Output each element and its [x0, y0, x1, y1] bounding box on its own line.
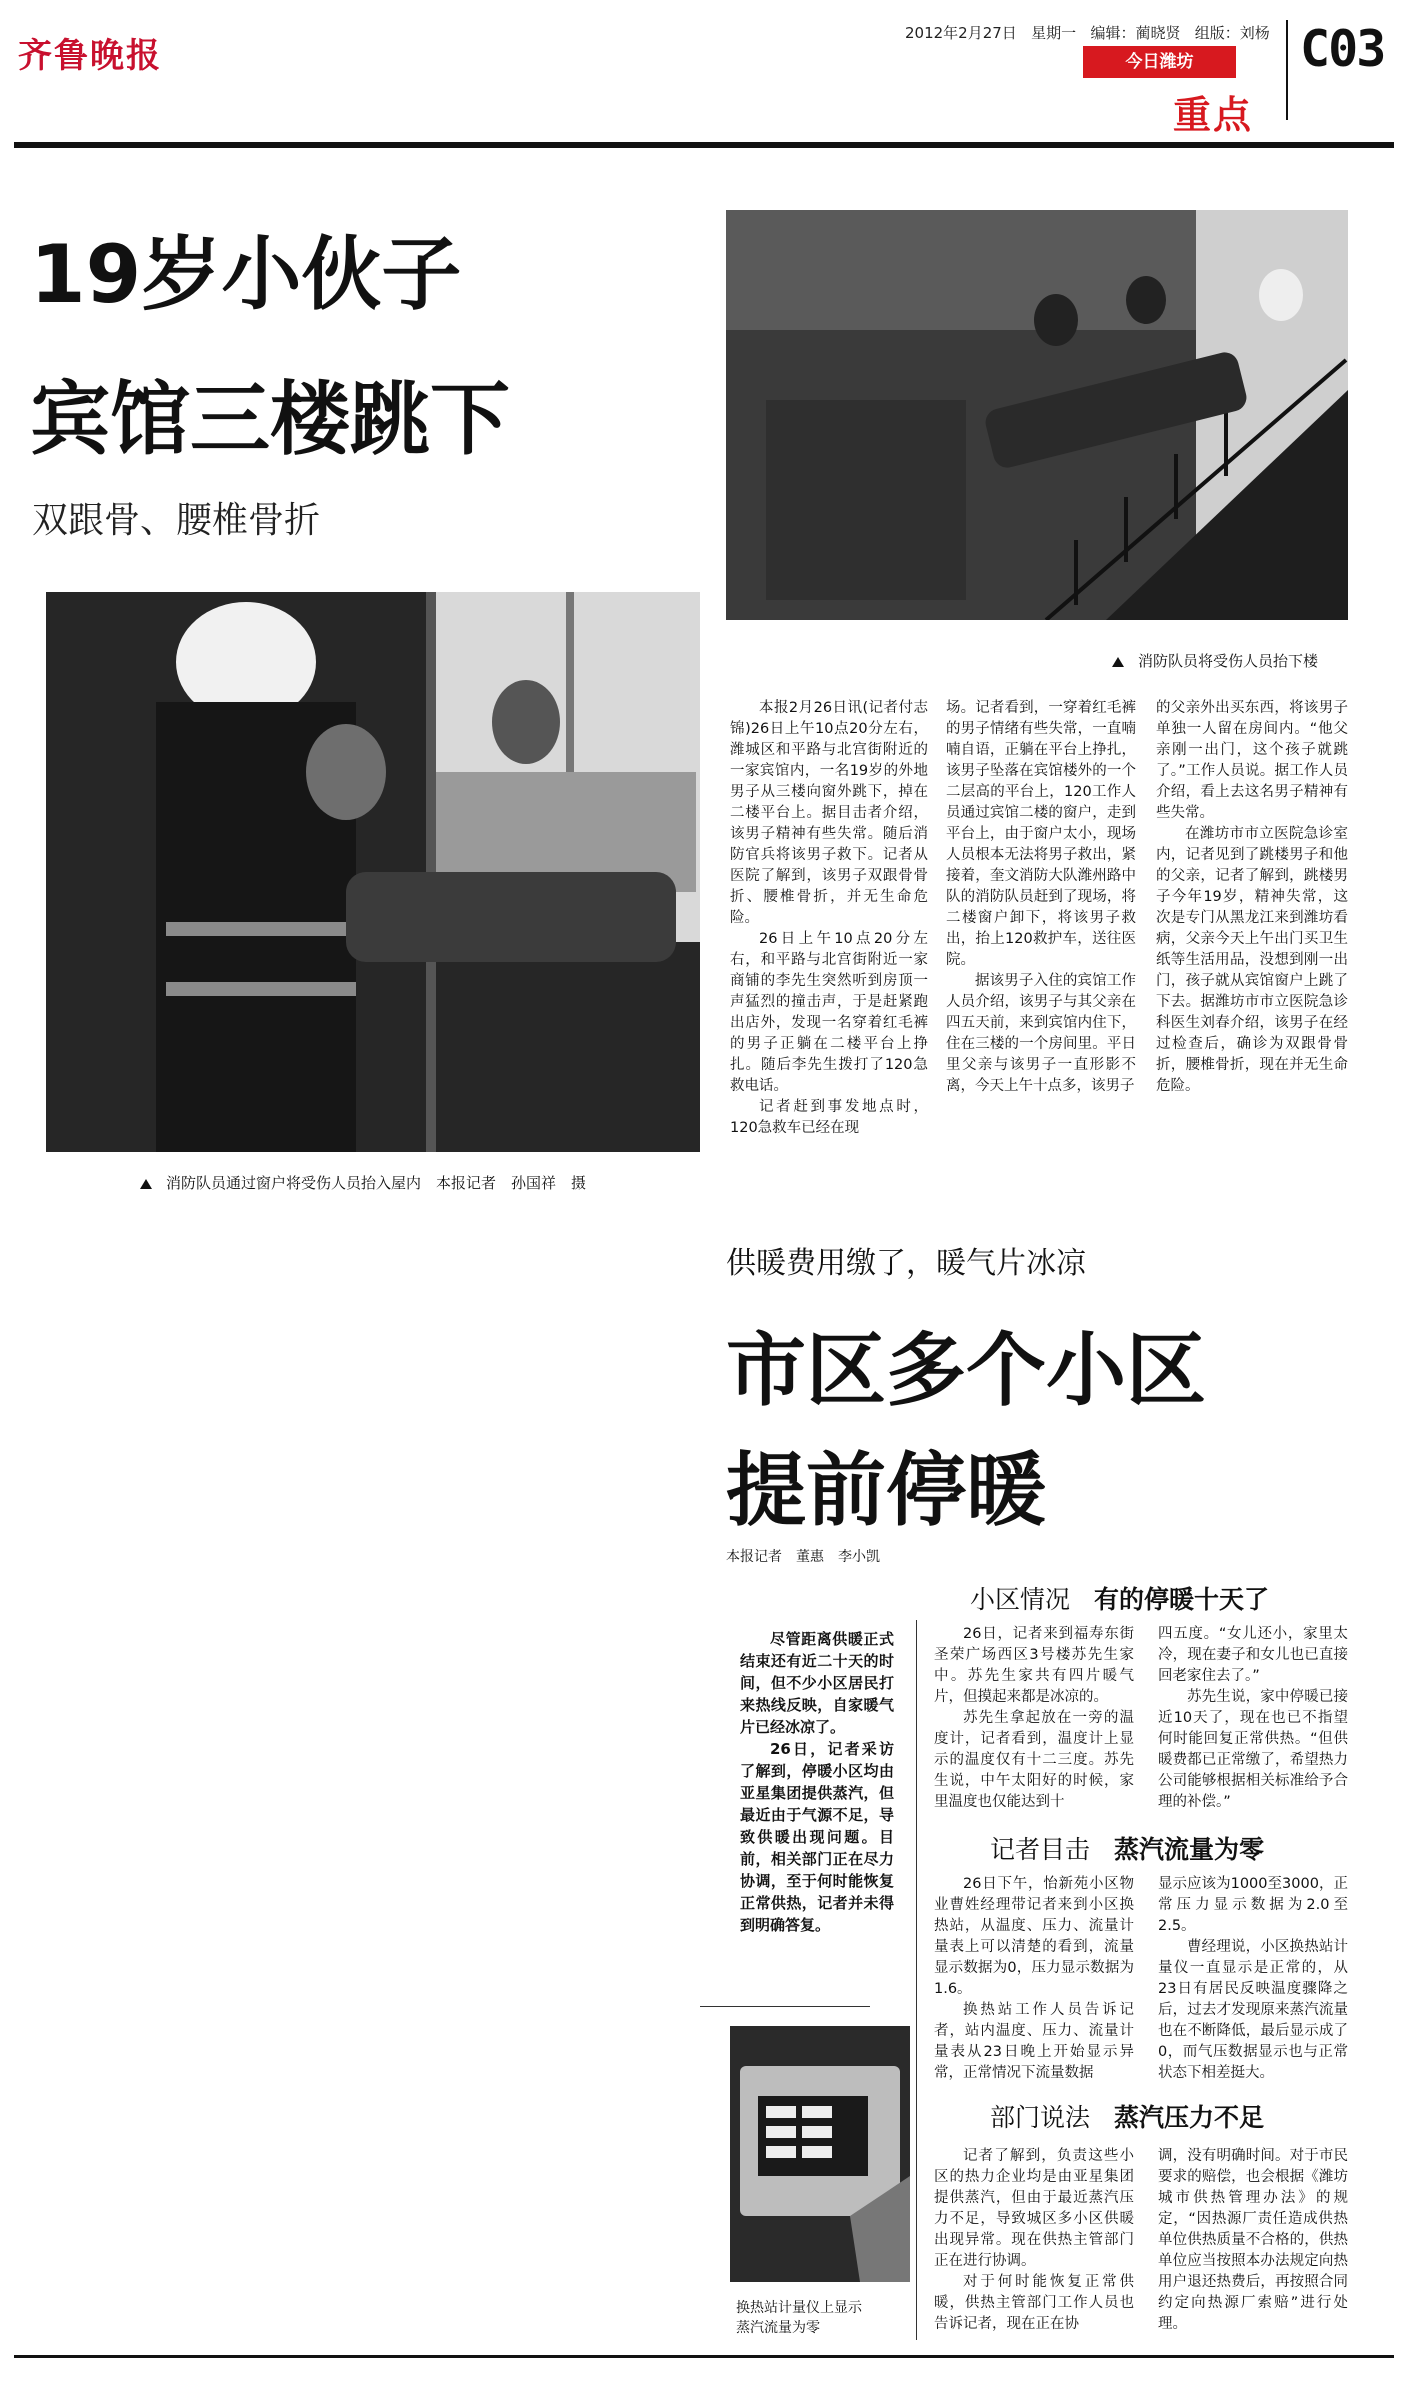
photo-stairs-caption-text: 消防队员将受伤人员抬下楼: [1138, 652, 1319, 670]
photo-meter-caption-line2: 蒸汽流量为零: [736, 2320, 820, 2336]
story1-column-3: [1156, 698, 1348, 1178]
story1-paragraph: 在潍坊市市立医院急诊室内，记者见到了跳楼男子和他的父亲，记者了解到，跳楼男子今年19岁，精神失常，这次是专门从黑龙江来到潍坊看病，父亲今天上午出门买卫生纸等生活用品，没想到刚一出门，孩子就从宾馆窗户上跳了下去。据潍坊市市立医院急诊科医生刘春介绍，该男子在经过检查后，确诊为双跟骨骨折，腰椎骨折，现在并无生命危险。: [1156, 826, 1348, 1094]
section3-column-1: [934, 2146, 1134, 2346]
column-divider: [916, 1620, 917, 2340]
story1-paragraph: 本报2月26日讯(记者付志锦)26日上午10点20分左右，潍城区和平路与北宫街附近的一家宾馆内，一名19岁的外地男子从三楼向窗外跳下，掉在二楼平台上。据目击者介绍，该男子精神有些失常。随后消防官兵将该男子救下。记者从医院了解到，该男子双跟骨骨折、腰椎骨折，并无生命危险。: [730, 700, 928, 926]
story2-paragraph: 对于何时能恢复正常供暖，供热主管部门工作人员也告诉记者，现在正在协: [934, 2274, 1134, 2332]
story1-paragraph: 26日上午10点20分左右，和平路与北宫街附近一家商铺的李先生突然听到房顶一声猛烈的撞击声，于是赶紧跑出店外，发现一名穿着红毛裤的男子正躺在二楼平台上挣扎。随后李先生拨打了120急救电话。: [730, 931, 928, 1094]
photo-window: [46, 592, 700, 1152]
section1-column-1: [934, 1624, 1134, 1814]
story2-paragraph: 换热站工作人员告诉记者，站内温度、压力、流量计量表从23日晚上开始显示异常，正常情况下流量数据: [934, 2002, 1134, 2081]
story2-paragraph: 调，没有明确时间。对于市民要求的赔偿，也会根据《潍坊城市供热管理办法》的规定，“因热源厂责任造成供热单位供热质量不合格的，供热单位应当按照本办法规定向热用户退还热费后，再按照合同约定向热源厂索赔”进行处理。: [1158, 2148, 1348, 2332]
story2-paragraph: 显示应该为1000至3000，正常压力显示数据为2.0至2.5。: [1158, 1876, 1348, 1934]
section3-column-2: [1158, 2146, 1348, 2346]
story1-column-1: [730, 698, 928, 1178]
section2-column-2: [1158, 1874, 1348, 2084]
story2-intro: [740, 1628, 894, 1988]
section-heading-2: [990, 1830, 1264, 1866]
story2-paragraph: 记者了解到，负责这些小区的热力企业均是由亚星集团提供蒸汽，但由于最近蒸汽压力不足，导致城区多小区供暖出现异常。现在供热主管部门正在进行协调。: [934, 2148, 1134, 2269]
story2-headline-line1: 市区多个小区: [726, 1324, 1206, 1417]
section-tab: 今日潍坊: [1083, 46, 1236, 78]
section2-column-1: [934, 1874, 1134, 2084]
issue-date: 2012年2月27日: [905, 24, 1017, 42]
issue-weekday: 星期一: [1031, 24, 1077, 42]
section1-column-2: [1158, 1624, 1348, 1814]
section-title: 有的停暖十天了: [1094, 1585, 1270, 1614]
story2-byline: 本报记者 董惠 李小凯: [726, 1549, 880, 1565]
photo-stairs-caption: [1112, 650, 1318, 671]
story2-intro-paragraph: 26日，记者采访了解到，停暖小区均由亚星集团提供蒸汽，但最近由于气源不足，导致供暖出现问题。目前，相关部门正在尽力协调，至于何时能恢复正常供热，记者并未得到明确答复。: [740, 1740, 894, 1934]
story1-headline-line2: 宾馆三楼跳下: [30, 373, 510, 466]
photo-stairs: [726, 210, 1348, 620]
photo-window-caption-text: 消防队员通过窗户将受伤人员抬入屋内 本报记者 孙国祥 摄: [166, 1174, 587, 1192]
photo-stairs-image: [726, 210, 1348, 620]
section-title: 蒸汽压力不足: [1114, 2103, 1265, 2132]
section-label: 记者目击: [990, 1835, 1091, 1864]
photo-meter-caption-line1: 换热站计量仪上显示: [736, 2300, 862, 2316]
caption-marker-icon: [1112, 657, 1124, 667]
masthead-logo: 齐鲁晚报: [18, 36, 162, 76]
story1-paragraph: 场。记者看到，一穿着红毛裤的男子情绪有些失常，一直喃喃自语，正躺在平台上挣扎，该男子坠落在宾馆楼外的一个二层高的平台上，120工作人员通过宾馆二楼的窗户，走到平台上，由于窗户太小，现场人员根本无法将男子救出，紧接着，奎文消防大队潍州路中队的消防队员赶到了现场，将二楼窗户卸下，将该男子救出，抬上120救护车，送往医院。: [946, 700, 1136, 968]
story2-kicker: 供暖费用缴了，暖气片冰凉: [726, 1246, 1086, 1281]
story1-paragraph: 据该男子入住的宾馆工作人员介绍，该男子与其父亲在四五天前，来到宾馆内住下，住在三楼的一个房间里。平日里父亲与该男子一直形影不离，今天上午十点多，该男子: [946, 973, 1136, 1094]
story1-column-2: [946, 698, 1136, 1178]
column-label: 重点: [1173, 93, 1254, 137]
story2-paragraph: 苏先生说，家中停暖已接近10天了，现在也已不指望何时能回复正常供热。“但供暖费都已正常缴了，希望热力公司能够根据相关标准给予合理的补偿。”: [1158, 1689, 1348, 1810]
story2-paragraph: 26日下午，怡新苑小区物业曹姓经理带记者来到小区换热站，从温度、压力、流量计量表上可以清楚的看到，流量显示数据为0，压力显示数据为1.6。: [934, 1876, 1134, 1997]
caption-marker-icon: [140, 1179, 152, 1189]
section-label: 小区情况: [970, 1585, 1071, 1614]
story2-paragraph: 四五度。“女儿还小，家里太冷，现在妻子和女儿也已直接回老家住去了。”: [1158, 1626, 1348, 1684]
story1-headline-line1: 19岁小伙子: [30, 228, 462, 321]
photo-window-caption: [140, 1172, 586, 1193]
page-number: C03: [1300, 20, 1385, 78]
section-heading-3: [990, 2098, 1264, 2134]
footer-rule: [14, 2355, 1394, 2358]
photo-meter-image: [730, 2026, 910, 2282]
story1-paragraph: 的父亲外出买东西，将该男子单独一人留在房间内。“他父亲刚一出门，这个孩子就跳了。”工作人员说。据工作人员介绍，看上去这名男子精神有些失常。: [1156, 700, 1348, 821]
story1-subhead: 双跟骨、腰椎骨折: [32, 500, 321, 541]
story1-paragraph: 记者赶到事发地点时，120急救车已经在现: [730, 1099, 928, 1136]
section-label: 部门说法: [990, 2103, 1091, 2132]
photo-meter: [730, 2026, 910, 2282]
section-title: 蒸汽流量为零: [1114, 1835, 1265, 1864]
editor: 编辑：蔺晓贤: [1090, 24, 1181, 42]
header-rule: [14, 142, 1394, 148]
layout-editor: 组版：刘杨: [1194, 24, 1270, 42]
header-divider: [1286, 20, 1288, 120]
photo-window-image: [46, 592, 700, 1152]
section-heading-1: [970, 1580, 1269, 1616]
story2-paragraph: 曹经理说，小区换热站计量仪一直显示是正常的，从23日有居民反映温度骤降之后，过去才发现原来蒸汽流量也在不断降低，最后显示成了0，而气压数据显示也与正常状态下相差挺大。: [1158, 1939, 1348, 2081]
issue-meta: [905, 22, 1270, 43]
story2-intro-paragraph: 尽管距离供暖正式结束还有近二十天的时间，但不少小区居民打来热线反映，自家暖气片已经冰凉了。: [740, 1630, 894, 1736]
story2-headline-line2: 提前停暖: [726, 1444, 1046, 1537]
photo-meter-caption: [736, 2298, 862, 2338]
story2-paragraph: 26日，记者来到福寿东街圣荣广场西区3号楼苏先生家中。苏先生家共有四片暖气片，但摸起来都是冰凉的。: [934, 1626, 1134, 1705]
story2-paragraph: 苏先生拿起放在一旁的温度计，记者看到，温度计上显示的温度仅有十二三度。苏先生说，中午太阳好的时候，家里温度也仅能达到十: [934, 1710, 1134, 1810]
intro-divider: [700, 2006, 870, 2007]
